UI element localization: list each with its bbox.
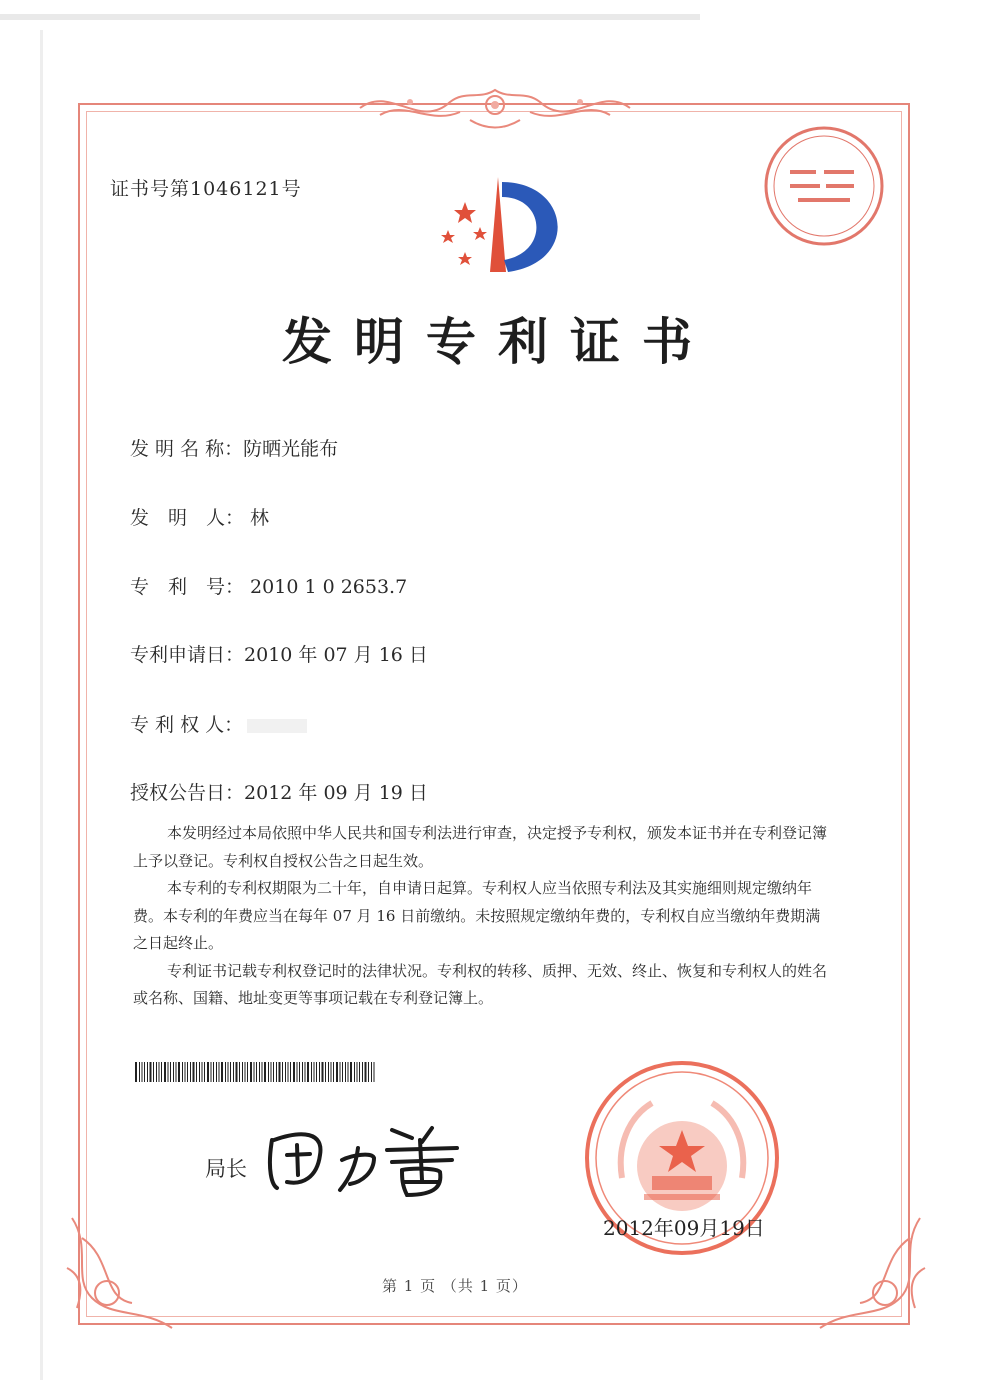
field-value: 防晒光能布 — [243, 438, 339, 460]
field-inventor — [130, 503, 269, 530]
field-patent-number — [130, 572, 407, 599]
scan-edge-top — [0, 14, 700, 20]
field-label: 专利申请日： — [130, 644, 245, 666]
body-paragraph: 本发明经过本局依照中华人民共和国专利法进行审查，决定授予专利权，颁发本证书并在专利登记簿上予以登记。专利权自授权公告之日起生效。 — [133, 824, 828, 870]
field-label: 发 明 人： — [130, 507, 245, 529]
small-seal-stamp-icon — [760, 122, 888, 250]
body-paragraph: 本专利的专利权期限为二十年，自申请日起算。专利权人应当依照专利法及其实施细则规定缴纳年费。本专利的年费应当在每年 07 月 16 日前缴纳。未按照规定缴纳年费的，专利权自应当缴纳年费期满之日起终止。 — [133, 879, 821, 952]
redacted-area — [247, 719, 307, 733]
field-label: 发 明 名 称： — [130, 438, 244, 460]
field-label: 专 利 权 人： — [130, 714, 244, 736]
corner-ornament-icon — [62, 1208, 192, 1338]
field-grant-date — [130, 778, 428, 805]
page-number: 第 1 页 （共 1 页） — [382, 1277, 528, 1295]
field-value: 2010 年 07 月 16 日 — [244, 644, 428, 666]
field-value: 2010 1 0 2653.7 — [244, 576, 408, 598]
corner-ornament-icon — [800, 1208, 930, 1338]
body-paragraph: 专利证书记载专利权登记时的法律状况。专利权的转移、质押、无效、终止、恢复和专利权人的姓名或名称、国籍、地址变更等事项记载在专利登记簿上。 — [133, 961, 828, 1007]
barcode-icon — [135, 1062, 377, 1082]
field-label: 专 利 号： — [130, 576, 245, 598]
director-label: 局长 — [205, 1157, 247, 1181]
director-signature-icon — [262, 1110, 472, 1200]
certificate-title: 发明专利证书 — [282, 312, 714, 371]
certificate-number: 证书号第1046121号 — [110, 178, 302, 200]
field-application-date — [130, 640, 428, 667]
field-value: 2012 年 09 月 19 日 — [244, 782, 428, 804]
seal-date: 2012年09月19日 — [603, 1216, 765, 1240]
certificate-body — [133, 820, 833, 1013]
top-ornament-icon — [350, 80, 640, 135]
patent-office-logo-icon — [420, 172, 570, 282]
field-value: 林 — [244, 507, 270, 529]
scan-edge-left — [40, 30, 43, 1380]
field-patentee — [130, 710, 307, 737]
field-label: 授权公告日： — [130, 782, 245, 804]
field-invention-name — [130, 434, 338, 461]
